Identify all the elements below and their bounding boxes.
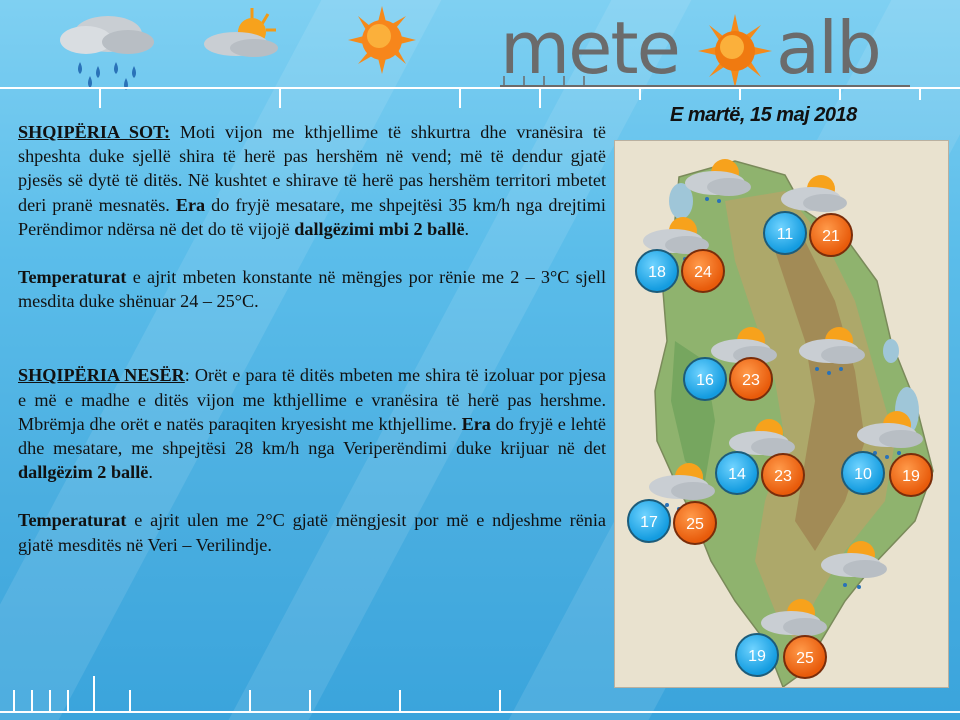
temperature-label: Temperaturat [18, 267, 127, 288]
wind-label: Era [175, 194, 206, 215]
sun-cloud-icon [679, 151, 755, 205]
max-temp-badge: 23 [761, 453, 805, 497]
max-temp-badge: 21 [809, 213, 853, 257]
rain-cloud-icon [50, 4, 160, 94]
min-temp-badge: 16 [683, 357, 727, 401]
today-heading: SHQIPËRIA SOT: [18, 122, 171, 142]
forecast-date: E martë, 15 maj 2018 [670, 104, 857, 126]
min-temp-badge: 18 [635, 249, 679, 293]
max-temp-badge: 25 [783, 635, 827, 679]
max-temp-badge: 19 [889, 453, 933, 497]
sun-cloud-icon [196, 6, 286, 66]
sea-state: dallgëzim 2 ballë [18, 462, 149, 483]
sun-cloud-rain-icon [793, 319, 869, 379]
max-temp-badge: 23 [729, 357, 773, 401]
min-temp-badge: 17 [627, 499, 671, 543]
temperature-label: Temperaturat [18, 510, 127, 531]
logo-text-right: alb [776, 6, 880, 90]
tomorrow-wind-text: do fryjë e lehtë dhe mesatare, me shpejtësi 28 km/h nga Veriperëndimi duke krijuar në det [18, 413, 606, 459]
max-temp-badge: 24 [681, 249, 725, 293]
min-temp-badge: 11 [763, 211, 807, 255]
min-temp-badge: 14 [715, 451, 759, 495]
today-temperature-text: e ajrit mbeten konstante në mëngjes por rënie me 2 – 3°C sjell mesdita duke shënuar 24 – 25°C. [18, 267, 606, 312]
forecast-text [18, 120, 606, 557]
meteoalb-logo [500, 6, 920, 90]
today-paragraph [18, 120, 606, 241]
sun-icon [346, 4, 418, 76]
logo-text-left: mete [500, 6, 679, 90]
min-temp-badge: 19 [735, 633, 779, 677]
wind-label: Era [461, 413, 491, 434]
tomorrow-heading: SHQIPËRIA NESËR [18, 365, 185, 386]
sea-state: dallgëzimi mbi 2 ballë [294, 218, 465, 239]
tomorrow-paragraph [18, 363, 606, 484]
tomorrow-temperature-paragraph [18, 508, 606, 556]
tomorrow-temperature-text: e ajrit ulen me 2°C gjatë mëngjesit por më e ndjeshme rënia gjatë mesditës në Veri – Verilindje. [18, 510, 606, 555]
albania-map [614, 140, 949, 688]
min-temp-badge: 10 [841, 451, 885, 495]
punctuation: . [148, 462, 153, 483]
today-text: Moti vijon me kthjellime të shkurtra dhe vranësira të shpeshta duke sjellë shira të herë pas hershëm në vend; më të dendur gjatë pjesës së dytë të ditës. Në kushtet e shirave të herë pas hershëm territori mbetet deri pranë mesnatës. [18, 122, 607, 215]
punctuation: . [464, 218, 470, 239]
max-temp-badge: 25 [673, 501, 717, 545]
tomorrow-text: : Orët e para të ditës mbeten me shira të izoluar por pjesa e më e madhe e ditës vijon me kthjellime e vranësira të herë pas hershme. Mbrëmja dhe orët e natës paraqiten kryesisht me kthjellime. [18, 365, 606, 434]
today-wind-text: do fryjë mesatare, me shpejtësi 35 km/h nga drejtimi Perëndimor ndërsa në det do të vijojë [18, 194, 606, 239]
sun-cloud-rain-icon [815, 533, 891, 593]
today-temperature-paragraph [18, 265, 606, 313]
